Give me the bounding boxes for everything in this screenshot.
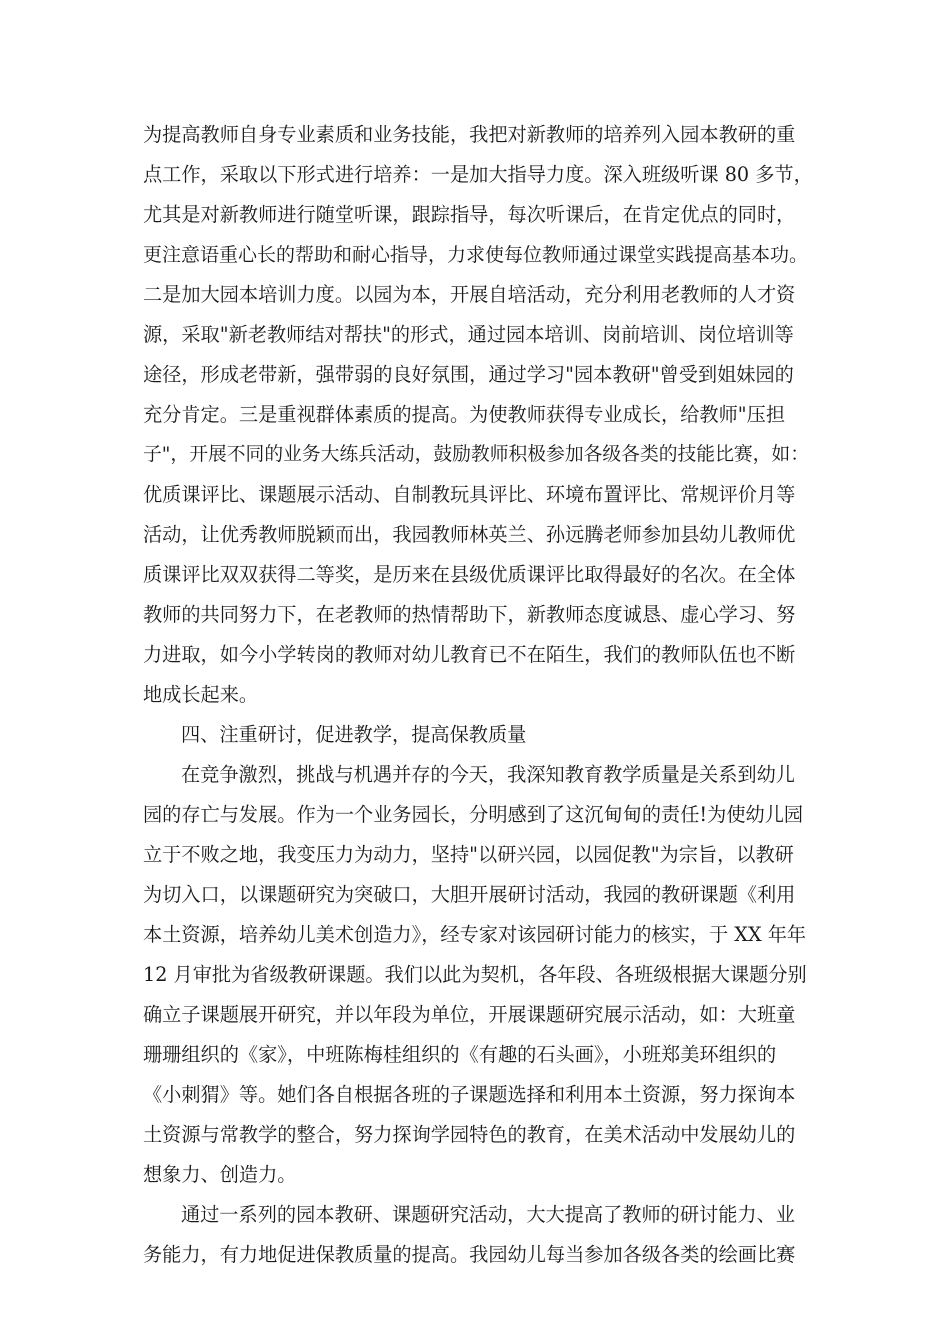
text-line: 务能力，有力地促进保教质量的提高。我园幼儿每当参加各级各类的绘画比赛	[143, 1243, 796, 1266]
text-line: 在竞争激烈，挑战与机遇并存的今天，我深知教育教学质量是关系到幼儿	[181, 763, 795, 786]
section-heading: 四、注重研讨，促进教学，提高保教质量	[181, 723, 527, 746]
text-line: 为提高教师自身专业素质和业务技能，我把对新教师的培养列入园本教研的重	[143, 123, 796, 146]
text-line: 园的存亡与发展。作为一个业务园长，分明感到了这沉甸甸的责任!为使幼儿园	[143, 803, 804, 826]
text-line: 更注意语重心长的帮助和耐心指导，力求使每位教师通过课堂实践提高基本功。	[143, 244, 809, 266]
text-line: 活动，让优秀教师脱颖而出，我园教师林英兰、孙远腾老师参加县幼儿教师优	[143, 523, 796, 546]
text-line: 土资源与常教学的整合，努力探询学园特色的教育，在美术活动中发展幼儿的	[143, 1123, 796, 1146]
text-line: 充分肯定。三是重视群体素质的提高。为使教师获得专业成长，给教师"压担	[143, 403, 786, 426]
text-line: 教师的共同努力下，在老教师的热情帮助下，新教师态度诚恳、虚心学习、努	[143, 603, 796, 626]
text-line: 12 月审批为省级教研课题。我们以此为契机，各年段、各班级根据大课题分别	[143, 963, 807, 986]
text-line: 质课评比双双获得二等奖，是历来在县级优质课评比取得最好的名次。在全体	[143, 563, 796, 586]
text-line: 点工作，采取以下形式进行培养：一是加大指导力度。深入班级听课 80 多节，	[143, 163, 813, 186]
text-line: 通过一系列的园本教研、课题研究活动，大大提高了教师的研讨能力、业	[181, 1203, 795, 1226]
text-line: 想象力、创造力。	[143, 1163, 297, 1186]
text-line: 二是加大园本培训力度。以园为本，开展自培活动，充分利用老教师的人才资	[143, 283, 796, 306]
text-line: 地成长起来。	[143, 683, 259, 706]
text-line: 立于不败之地，我变压力为动力，坚持"以研兴园，以园促教"为宗旨，以教研	[143, 843, 794, 866]
text-line: 途径，形成老带新，强带弱的良好氛围，通过学习"园本教研"曾受到姐妹园的	[143, 363, 794, 386]
text-line: 《小刺猬》等。她们各自根据各班的子课题选择和利用本土资源，努力探询本	[143, 1083, 796, 1106]
text-line: 源，采取"新老教师结对帮扶"的形式，通过园本培训、岗前培训、岗位培训等	[143, 323, 794, 346]
text-line: 本土资源，培养幼儿美术创造力》，经专家对该园研讨能力的核实，于 XX 年年	[143, 923, 807, 946]
text-line: 尤其是对新教师进行随堂听课，跟踪指导，每次听课后，在肯定优点的同时，	[143, 203, 796, 226]
text-line: 珊珊组织的《家》，中班陈梅桂组织的《有趣的石头画》，小班郑美环组织的	[143, 1043, 777, 1066]
text-line: 为切入口，以课题研究为突破口，大胆开展研讨活动，我园的教研课题《利用	[143, 883, 796, 906]
text-line: 力进取，如今小学转岗的教师对幼儿教育已不在陌生，我们的教师队伍也不断	[143, 643, 796, 666]
text-line: 优质课评比、课题展示活动、自制教玩具评比、环境布置评比、常规评价月等	[143, 483, 796, 506]
text-line: 子"，开展不同的业务大练兵活动，鼓励教师积极参加各级各类的技能比赛，如：	[143, 444, 809, 465]
text-line: 确立子课题展开研究，并以年段为单位，开展课题研究展示活动，如：大班童	[143, 1003, 796, 1026]
